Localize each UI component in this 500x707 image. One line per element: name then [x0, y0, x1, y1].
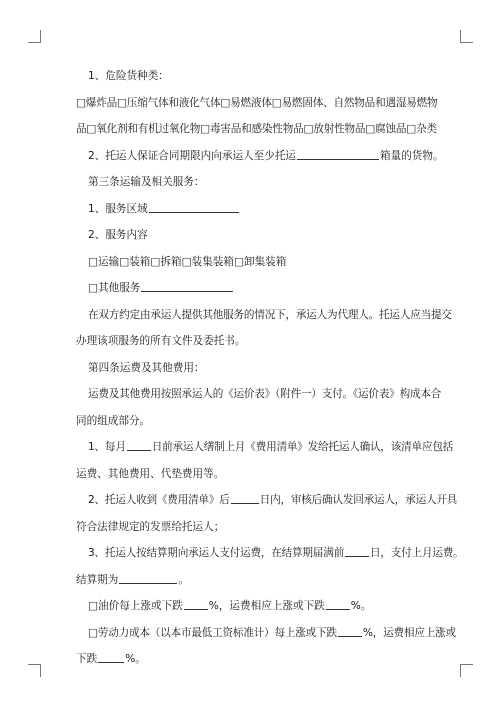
fuel-price-clause [88, 599, 448, 613]
dangerous-goods-options-2: 品□氧化剂和有机过氧化物□毒害品和感染性物品□放射性物品□腐蚀品□杂类 [76, 123, 437, 135]
service-content-heading: 2、服务内容 [88, 229, 148, 241]
fuel-freight-percent-blank[interactable] [326, 599, 350, 610]
labor-cost-clause [88, 626, 456, 640]
volume-blank[interactable] [297, 149, 379, 160]
labor-cost-clause-2 [76, 652, 436, 666]
minimum-volume-text: 2、托运人保证合同期限内向承运人至少托运 [88, 150, 297, 162]
crop-mark-top-right [460, 30, 473, 43]
labor-freight-percent-blank[interactable] [98, 652, 124, 663]
article-3-heading: 第三条运输及相关服务： [88, 176, 205, 188]
labor-percent-blank[interactable] [338, 626, 362, 637]
settlement-period-clause [76, 573, 436, 587]
other-services-label: □其他服务 [88, 282, 141, 294]
fuel-percent-blank[interactable] [184, 599, 208, 610]
settlement-period-suffix: 。 [178, 574, 189, 586]
agent-clause-1: 在双方约定由承运人提供其他服务的情况下，承运人为代理人。托运人应当提交 [88, 309, 452, 321]
bill-review-clause [88, 493, 458, 507]
other-services-clause [88, 281, 448, 295]
bill-review-text-2: 日内，审核后确认发回承运人，承运人开具 [259, 494, 458, 506]
labor-cost-text-1: □劳动力成本（以本市最低工资标准计）每上涨或下跌 [88, 627, 337, 639]
labor-cost-text-2: %，运费相应上涨或 [362, 627, 456, 639]
service-area-clause [88, 202, 448, 216]
payment-text-1: 3、托运人按结算期向承运人支付运费，在结算期届满前 [88, 547, 344, 559]
review-days-blank[interactable] [231, 493, 259, 504]
article-4-heading: 第四条运费及其他费用： [88, 362, 205, 374]
dangerous-goods-heading: 1、危险货种类： [88, 70, 169, 82]
labor-cost-text-3: 下跌 [76, 653, 98, 665]
crop-mark-bottom-right [460, 664, 473, 677]
other-services-blank[interactable] [141, 281, 233, 292]
payment-days-blank[interactable] [345, 546, 369, 557]
crop-mark-bottom-left [28, 664, 41, 677]
fuel-price-text-2: %，运费相应上涨或下跌 [208, 600, 325, 612]
fuel-price-text-3: %。 [350, 600, 372, 612]
invoice-clause: 符合法律规定的发票给托运人； [76, 521, 225, 533]
minimum-volume-suffix: 箱量的货物。 [380, 150, 444, 162]
monthly-day-blank[interactable] [127, 440, 151, 451]
fuel-price-text-1: □油价每上涨或下跌 [88, 600, 183, 612]
settlement-period-blank[interactable] [119, 573, 177, 584]
rate-table-clause-1: 运费及其他费用按照承运人的《运价表》（附件一）支付。《运价表》构成本合 [88, 388, 442, 400]
crop-mark-top-left [28, 30, 41, 43]
monthly-bill-clause-2: 运费、其他费用、代垫费用等。 [76, 468, 225, 480]
service-area-label: 1、服务区域 [88, 203, 148, 215]
bill-review-text-1: 2、托运人收到《费用清单》后 [88, 494, 230, 506]
payment-clause [88, 546, 464, 560]
settlement-period-label: 结算期为 [76, 574, 119, 586]
service-options: □运输□装箱□拆箱□装集装箱□卸集装箱 [88, 256, 287, 268]
monthly-bill-clause [88, 440, 454, 454]
rate-table-clause-2: 同的组成部分。 [76, 415, 151, 427]
labor-cost-text-4: %。 [125, 653, 146, 665]
minimum-volume-clause [88, 149, 448, 163]
service-area-blank[interactable] [149, 202, 239, 213]
monthly-bill-text-2: 日前承运人缮制上月《费用清单》发给托运人确认，该清单应包括 [151, 441, 454, 453]
monthly-bill-text-1: 1、每月 [88, 441, 126, 453]
agent-clause-2: 办理该项服务的所有文件及委托书。 [76, 335, 246, 347]
payment-text-2: 日，支付上月运费。 [370, 547, 464, 559]
dangerous-goods-options-1: □爆炸品□压缩气体和液化气体□易燃液体□易燃固体、自然物品和遇湿易燃物 [76, 97, 438, 109]
